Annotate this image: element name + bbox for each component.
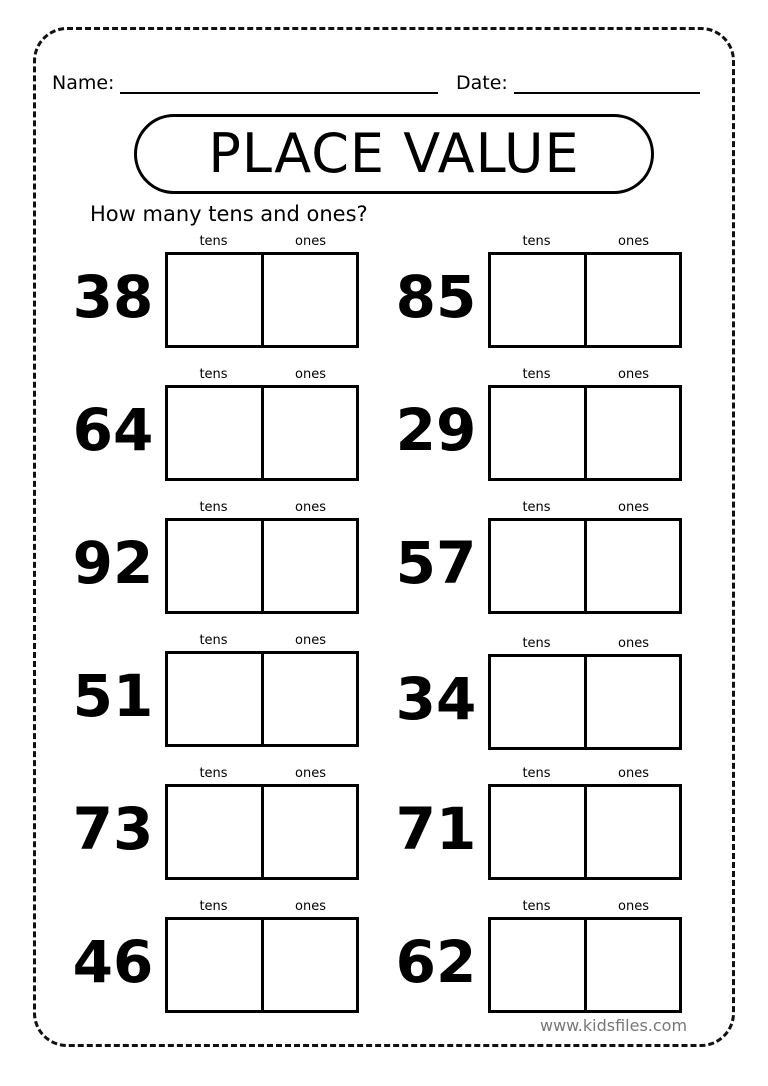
- ones-label: ones: [295, 234, 326, 249]
- tens-answer-cell[interactable]: [491, 388, 584, 478]
- ones-label: ones: [618, 500, 649, 515]
- exercise-item: [391, 234, 691, 344]
- exercise-number: 34: [395, 665, 477, 733]
- exercise-item: [68, 500, 368, 610]
- tens-answer-cell[interactable]: [168, 920, 261, 1010]
- exercise-number: 73: [72, 795, 154, 863]
- tens-label: tens: [199, 899, 228, 914]
- tens-answer-cell[interactable]: [491, 787, 584, 877]
- ones-label: ones: [618, 899, 649, 914]
- answer-box: [488, 784, 682, 880]
- tens-label: tens: [522, 367, 551, 382]
- exercise-item: [68, 633, 368, 743]
- exercise-number: 62: [395, 928, 477, 996]
- exercise-number: 85: [395, 263, 477, 331]
- ones-label: ones: [295, 899, 326, 914]
- title-banner: [134, 114, 654, 194]
- ones-answer-cell[interactable]: [584, 920, 680, 1010]
- ones-label: ones: [295, 766, 326, 781]
- name-label: Name:: [52, 72, 115, 94]
- tens-label: tens: [522, 500, 551, 515]
- exercise-item: [391, 766, 691, 876]
- tens-answer-cell[interactable]: [168, 388, 261, 478]
- tens-answer-cell[interactable]: [168, 255, 261, 345]
- answer-box: [165, 252, 359, 348]
- tens-answer-cell[interactable]: [168, 521, 261, 611]
- ones-answer-cell[interactable]: [584, 521, 680, 611]
- tens-label: tens: [199, 500, 228, 515]
- tens-label: tens: [199, 766, 228, 781]
- tens-label: tens: [199, 633, 228, 648]
- tens-answer-cell[interactable]: [491, 521, 584, 611]
- date-line[interactable]: [514, 70, 700, 94]
- ones-answer-cell[interactable]: [584, 657, 680, 747]
- tens-label: tens: [522, 234, 551, 249]
- exercise-item: [391, 636, 691, 746]
- tens-answer-cell[interactable]: [491, 920, 584, 1010]
- answer-box: [165, 385, 359, 481]
- exercise-item: [68, 899, 368, 1009]
- exercise-item: [391, 367, 691, 477]
- answer-box: [165, 917, 359, 1013]
- name-line[interactable]: [120, 70, 438, 94]
- answer-box: [165, 784, 359, 880]
- tens-label: tens: [522, 899, 551, 914]
- ones-label: ones: [295, 500, 326, 515]
- exercise-number: 38: [72, 263, 154, 331]
- exercise-item: [391, 500, 691, 610]
- exercise-number: 71: [395, 795, 477, 863]
- page-title: PLACE VALUE: [208, 122, 580, 185]
- tens-answer-cell[interactable]: [491, 255, 584, 345]
- exercise-number: 57: [395, 529, 477, 597]
- answer-box: [488, 385, 682, 481]
- answer-box: [488, 518, 682, 614]
- exercise-number: 64: [72, 396, 154, 464]
- exercise-number: 46: [72, 928, 154, 996]
- ones-answer-cell[interactable]: [261, 920, 357, 1010]
- ones-answer-cell[interactable]: [584, 255, 680, 345]
- tens-label: tens: [199, 234, 228, 249]
- answer-box: [488, 917, 682, 1013]
- tens-answer-cell[interactable]: [168, 654, 261, 744]
- ones-label: ones: [295, 367, 326, 382]
- exercise-item: [68, 367, 368, 477]
- ones-answer-cell[interactable]: [584, 787, 680, 877]
- ones-answer-cell[interactable]: [261, 654, 357, 744]
- answer-box: [165, 518, 359, 614]
- answer-box: [488, 252, 682, 348]
- date-field[interactable]: [456, 70, 700, 94]
- answer-box: [488, 654, 682, 750]
- ones-answer-cell[interactable]: [584, 388, 680, 478]
- footer-url: www.kidsfiles.com: [540, 1016, 688, 1035]
- exercise-item: [68, 766, 368, 876]
- tens-label: tens: [522, 636, 551, 651]
- name-field[interactable]: [52, 70, 438, 94]
- tens-answer-cell[interactable]: [168, 787, 261, 877]
- answer-box: [165, 651, 359, 747]
- ones-label: ones: [618, 234, 649, 249]
- tens-label: tens: [522, 766, 551, 781]
- ones-answer-cell[interactable]: [261, 787, 357, 877]
- exercise-item: [68, 234, 368, 344]
- tens-answer-cell[interactable]: [491, 657, 584, 747]
- ones-answer-cell[interactable]: [261, 255, 357, 345]
- tens-label: tens: [199, 367, 228, 382]
- ones-label: ones: [618, 636, 649, 651]
- instructions: How many tens and ones?: [90, 202, 368, 226]
- ones-label: ones: [618, 367, 649, 382]
- date-label: Date:: [456, 72, 508, 94]
- ones-answer-cell[interactable]: [261, 521, 357, 611]
- exercise-number: 92: [72, 529, 154, 597]
- ones-answer-cell[interactable]: [261, 388, 357, 478]
- exercise-number: 51: [72, 662, 154, 730]
- ones-label: ones: [295, 633, 326, 648]
- ones-label: ones: [618, 766, 649, 781]
- exercise-number: 29: [395, 396, 477, 464]
- exercise-item: [391, 899, 691, 1009]
